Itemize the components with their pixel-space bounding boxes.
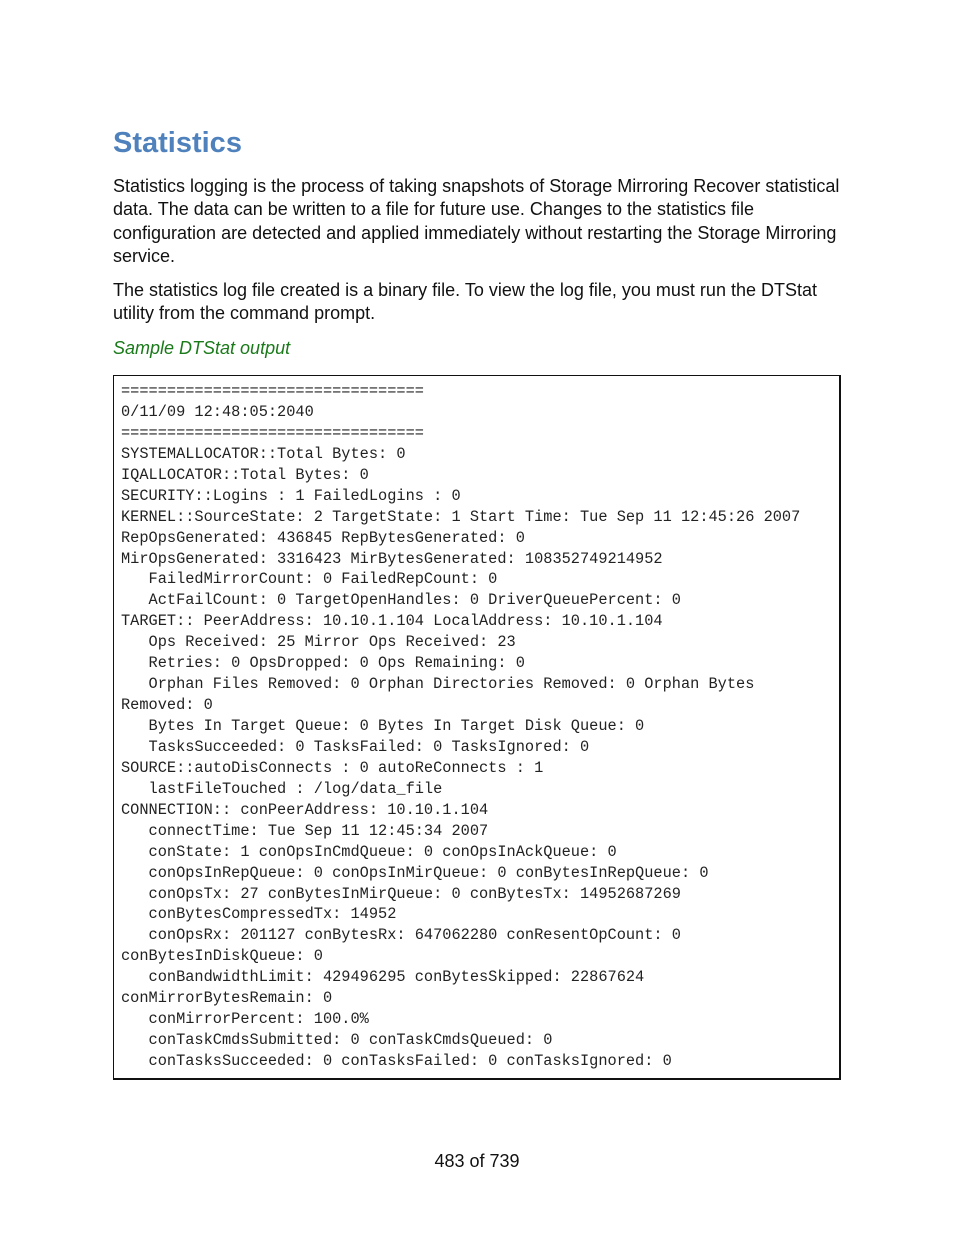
code-line: conMirrorPercent: 100.0% — [121, 1010, 369, 1029]
code-line: Bytes In Target Queue: 0 Bytes In Target Disk Queue: 0 — [121, 717, 645, 735]
code-line: conOpsRx: 201127 conBytesRx: 647062280 conResentOpCount: 0 — [121, 926, 681, 945]
code-line: ActFailCount: 0 TargetOpenHandles: 0 DriverQueuePercent: 0 — [121, 591, 681, 610]
code-line: Removed: 0 — [121, 696, 213, 715]
code-line: FailedMirrorCount: 0 FailedRepCount: 0 — [121, 570, 498, 589]
code-line: conMirrorBytesRemain: 0 — [121, 989, 333, 1008]
code-line: TasksSucceeded: 0 TasksFailed: 0 TasksIgnored: 0 — [121, 737, 590, 756]
code-line: MirOpsGenerated: 3316423 MirBytesGenerated: 108352749214952 — [121, 549, 663, 568]
code-line: ================================= — [121, 423, 424, 442]
code-line: RepOpsGenerated: 436845 RepBytesGenerated: 0 — [121, 528, 525, 547]
code-line: IQALLOCATOR::Total Bytes: 0 — [121, 465, 369, 484]
code-line: CONNECTION:: conPeerAddress: 10.10.1.104 — [121, 800, 489, 819]
code-line: conTaskCmdsSubmitted: 0 conTaskCmdsQueued: 0 — [121, 1031, 553, 1050]
code-line: SYSTEMALLOCATOR::Total Bytes: 0 — [121, 444, 406, 463]
page-number: 483 of 739 — [434, 1151, 520, 1171]
code-line: conBytesInDiskQueue: 0 — [121, 947, 323, 966]
code-line: conOpsTx: 27 conBytesInMirQueue: 0 conBytesTx: 14952687269 — [121, 884, 681, 903]
section-heading: Statistics — [113, 127, 242, 159]
code-line: SOURCE::autoDisConnects : 0 autoReConnects : 1 — [121, 758, 544, 777]
code-line: connectTime: Tue Sep 11 12:45:34 2007 — [121, 821, 489, 840]
code-line: SECURITY::Logins : 1 FailedLogins : 0 — [121, 486, 461, 505]
code-line: lastFileTouched : /log/data_file — [121, 779, 443, 798]
logfile-paragraph: The statistics log file created is a binary file. To view the log file, you must run the DTStat utility from the command prompt. — [113, 280, 817, 324]
code-line: ================================= — [121, 382, 424, 400]
code-line: conState: 1 conOpsInCmdQueue: 0 conOpsInAckQueue: 0 — [121, 842, 617, 861]
code-line: conTasksSucceeded: 0 conTasksFailed: 0 conTasksIgnored: 0 — [121, 1052, 672, 1070]
code-block — [121, 381, 800, 1072]
code-line: conBandwidthLimit: 429496295 conBytesSkipped: 22867624 — [121, 968, 645, 987]
code-sample-box — [113, 375, 841, 1080]
code-line: Ops Received: 25 Mirror Ops Received: 23 — [121, 633, 516, 652]
code-line: KERNEL::SourceState: 2 TargetState: 1 Start Time: Tue Sep 11 12:45:26 2007 — [121, 507, 801, 526]
code-line: 0/11/09 12:48:05:2040 — [121, 402, 314, 421]
code-line: conOpsInRepQueue: 0 conOpsInMirQueue: 0 conBytesInRepQueue: 0 — [121, 863, 709, 882]
sample-caption: Sample DTStat output — [113, 338, 291, 358]
intro-paragraph: Statistics logging is the process of taking snapshots of Storage Mirroring Recover statistical data. The data can be written to a file for future use. Changes to the statistics file configuration are detected and applied immediately without restarting the Storage Mirroring service. — [113, 176, 840, 266]
code-line: Orphan Files Removed: 0 Orphan Directories Removed: 0 Orphan Bytes — [121, 675, 755, 694]
code-line: Retries: 0 OpsDropped: 0 Ops Remaining: 0 — [121, 654, 525, 673]
code-line: conBytesCompressedTx: 14952 — [121, 905, 397, 924]
code-line: TARGET:: PeerAddress: 10.10.1.104 LocalAddress: 10.10.1.104 — [121, 612, 663, 631]
